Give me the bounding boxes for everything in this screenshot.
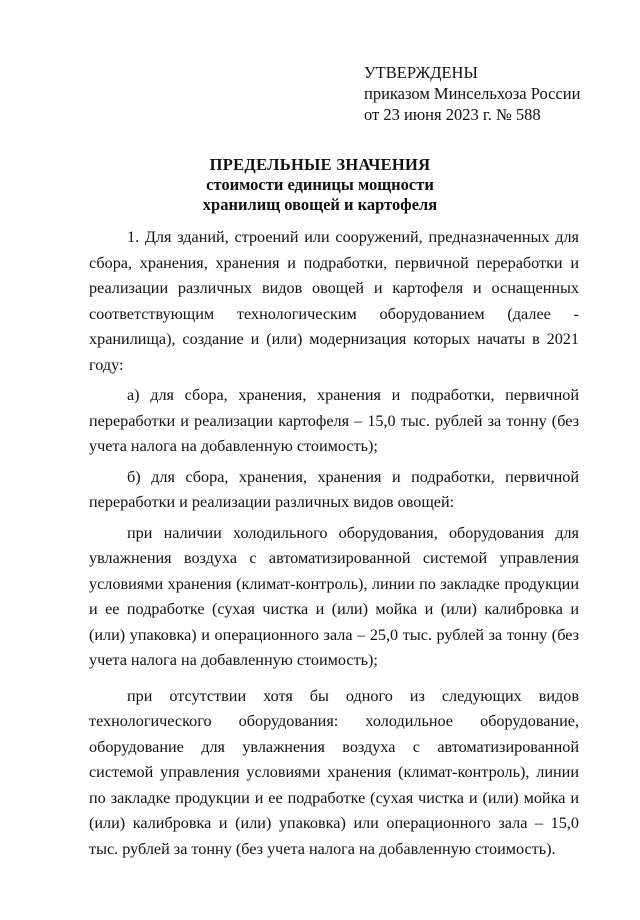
paragraph-b-without-equipment: при отсутствии хотя бы одного из следующих видов технологического оборудования: холодильное оборудование, оборудование для увлажнения воздуха с автоматизированной системой управления условиями хранения (климат-контроль), линии по закладке продукции и ее подработке (сухая чистка и (или) мойка и (или) калибровка и (или) упаковка) или операционного зала – 15,0 тыс. рублей за тонну (без учета налога на добавленную стоимость).	[89, 686, 579, 858]
document-subtitle-2: хранилищ овощей и картофеля	[202, 195, 438, 214]
document-heading	[0, 155, 640, 215]
paragraph-a: а) для сбора, хранения, хранения и подработки, первичной переработки и реализации картофеля – 15,0 тыс. рублей за тонну (без учета налога на добавленную стоимость);	[89, 386, 579, 455]
approval-block	[364, 62, 580, 125]
document-subtitle-1: стоимости единицы мощности	[206, 175, 434, 194]
approval-title: УТВЕРЖДЕНЫ	[364, 63, 478, 82]
approval-date: от 23 июня 2023 г. № 588	[364, 105, 541, 124]
paragraph-b-with-equipment: при наличии холодильного оборудования, оборудования для увлажнения воздуха с автоматизированной системой управления условиями хранения (климат-контроль), линии по закладке продукции и ее подработке (сухая чистка и (или) мойка и (или) калибровка и (или) упаковка) и операционного зала – 25,0 тыс. рублей за тонну (без учета налога на добавленную стоимость);	[89, 523, 579, 669]
paragraph-b: б) для сбора, хранения, хранения и подработки, первичной переработки и реализации различных видов овощей:	[89, 467, 579, 511]
approval-order: приказом Минсельхоза России	[364, 84, 581, 103]
paragraph-1: 1. Для зданий, строений или сооружений, предназначенных для сбора, хранения, хранения и подработки, первичной переработки и реализации различных видов овощей и картофеля и оснащенных соответствующим технологическим оборудованием (далее - хранилища), создание и (или) модернизация которых начаты в 2021 году:	[89, 228, 579, 374]
document-title: ПРЕДЕЛЬНЫЕ ЗНАЧЕНИЯ	[209, 155, 431, 174]
document-body	[89, 225, 579, 862]
